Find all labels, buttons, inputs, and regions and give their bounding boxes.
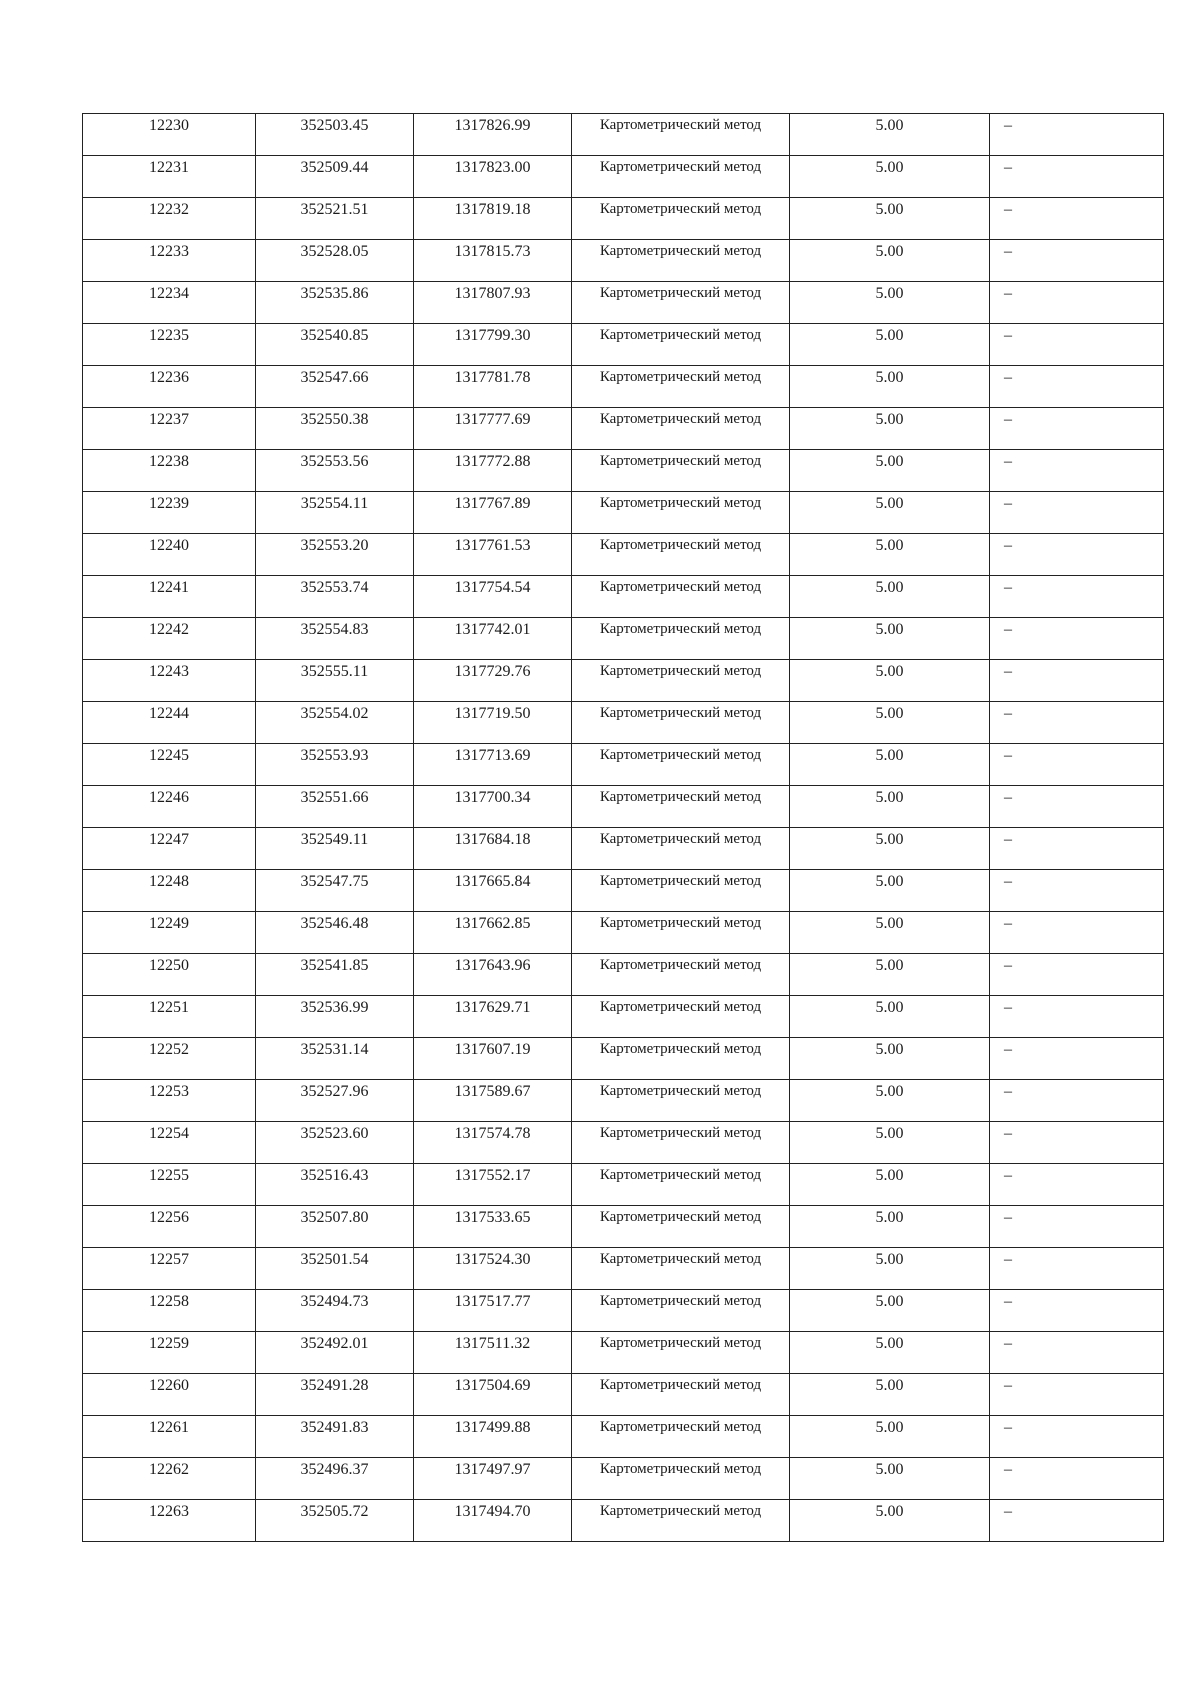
note-cell: – [990, 366, 1164, 408]
y-coordinate-cell: 1317777.69 [414, 408, 572, 450]
accuracy-cell: 5.00 [790, 1080, 990, 1122]
note-cell: – [990, 870, 1164, 912]
note-cell: – [990, 1248, 1164, 1290]
table-row [83, 1038, 1164, 1080]
point-number-cell: 12230 [83, 114, 256, 156]
note-cell: – [990, 1458, 1164, 1500]
method-cell: Картометрический метод [572, 660, 790, 702]
note-cell: – [990, 786, 1164, 828]
accuracy-cell: 5.00 [790, 324, 990, 366]
method-cell: Картометрический метод [572, 366, 790, 408]
note-cell: – [990, 912, 1164, 954]
y-coordinate-cell: 1317742.01 [414, 618, 572, 660]
table-row [83, 1122, 1164, 1164]
y-coordinate-cell: 1317719.50 [414, 702, 572, 744]
method-cell: Картометрический метод [572, 702, 790, 744]
note-cell: – [990, 450, 1164, 492]
x-coordinate-cell: 352528.05 [256, 240, 414, 282]
point-number-cell: 12260 [83, 1374, 256, 1416]
method-cell: Картометрический метод [572, 1458, 790, 1500]
accuracy-cell: 5.00 [790, 282, 990, 324]
note-cell: – [990, 114, 1164, 156]
point-number-cell: 12232 [83, 198, 256, 240]
y-coordinate-cell: 1317823.00 [414, 156, 572, 198]
point-number-cell: 12234 [83, 282, 256, 324]
accuracy-cell: 5.00 [790, 828, 990, 870]
accuracy-cell: 5.00 [790, 1416, 990, 1458]
y-coordinate-cell: 1317504.69 [414, 1374, 572, 1416]
accuracy-cell: 5.00 [790, 1290, 990, 1332]
method-cell: Картометрический метод [572, 1416, 790, 1458]
x-coordinate-cell: 352551.66 [256, 786, 414, 828]
coordinates-table-body [83, 114, 1164, 1542]
x-coordinate-cell: 352527.96 [256, 1080, 414, 1122]
y-coordinate-cell: 1317574.78 [414, 1122, 572, 1164]
note-cell: – [990, 282, 1164, 324]
table-row [83, 1416, 1164, 1458]
y-coordinate-cell: 1317754.54 [414, 576, 572, 618]
x-coordinate-cell: 352531.14 [256, 1038, 414, 1080]
x-coordinate-cell: 352523.60 [256, 1122, 414, 1164]
x-coordinate-cell: 352509.44 [256, 156, 414, 198]
note-cell: – [990, 492, 1164, 534]
point-number-cell: 12247 [83, 828, 256, 870]
note-cell: – [990, 534, 1164, 576]
y-coordinate-cell: 1317767.89 [414, 492, 572, 534]
point-number-cell: 12252 [83, 1038, 256, 1080]
table-row [83, 408, 1164, 450]
y-coordinate-cell: 1317799.30 [414, 324, 572, 366]
x-coordinate-cell: 352516.43 [256, 1164, 414, 1206]
x-coordinate-cell: 352553.56 [256, 450, 414, 492]
method-cell: Картометрический метод [572, 576, 790, 618]
table-row [83, 1290, 1164, 1332]
accuracy-cell: 5.00 [790, 114, 990, 156]
method-cell: Картометрический метод [572, 1500, 790, 1542]
accuracy-cell: 5.00 [790, 870, 990, 912]
table-row [83, 912, 1164, 954]
method-cell: Картометрический метод [572, 240, 790, 282]
method-cell: Картометрический метод [572, 450, 790, 492]
x-coordinate-cell: 352554.83 [256, 618, 414, 660]
y-coordinate-cell: 1317643.96 [414, 954, 572, 996]
x-coordinate-cell: 352540.85 [256, 324, 414, 366]
point-number-cell: 12257 [83, 1248, 256, 1290]
y-coordinate-cell: 1317517.77 [414, 1290, 572, 1332]
y-coordinate-cell: 1317665.84 [414, 870, 572, 912]
note-cell: – [990, 408, 1164, 450]
accuracy-cell: 5.00 [790, 954, 990, 996]
x-coordinate-cell: 352505.72 [256, 1500, 414, 1542]
note-cell: – [990, 156, 1164, 198]
y-coordinate-cell: 1317499.88 [414, 1416, 572, 1458]
accuracy-cell: 5.00 [790, 1164, 990, 1206]
note-cell: – [990, 744, 1164, 786]
x-coordinate-cell: 352555.11 [256, 660, 414, 702]
accuracy-cell: 5.00 [790, 1458, 990, 1500]
accuracy-cell: 5.00 [790, 1374, 990, 1416]
point-number-cell: 12259 [83, 1332, 256, 1374]
point-number-cell: 12245 [83, 744, 256, 786]
point-number-cell: 12240 [83, 534, 256, 576]
note-cell: – [990, 1374, 1164, 1416]
y-coordinate-cell: 1317589.67 [414, 1080, 572, 1122]
method-cell: Картометрический метод [572, 1374, 790, 1416]
y-coordinate-cell: 1317511.32 [414, 1332, 572, 1374]
method-cell: Картометрический метод [572, 744, 790, 786]
y-coordinate-cell: 1317662.85 [414, 912, 572, 954]
method-cell: Картометрический метод [572, 1080, 790, 1122]
note-cell: – [990, 240, 1164, 282]
accuracy-cell: 5.00 [790, 450, 990, 492]
method-cell: Картометрический метод [572, 1206, 790, 1248]
x-coordinate-cell: 352536.99 [256, 996, 414, 1038]
x-coordinate-cell: 352491.28 [256, 1374, 414, 1416]
x-coordinate-cell: 352503.45 [256, 114, 414, 156]
y-coordinate-cell: 1317819.18 [414, 198, 572, 240]
method-cell: Картометрический метод [572, 870, 790, 912]
table-row [83, 1164, 1164, 1206]
method-cell: Картометрический метод [572, 954, 790, 996]
method-cell: Картометрический метод [572, 1164, 790, 1206]
table-row [83, 1080, 1164, 1122]
x-coordinate-cell: 352547.75 [256, 870, 414, 912]
table-row [83, 450, 1164, 492]
x-coordinate-cell: 352507.80 [256, 1206, 414, 1248]
table-row [83, 618, 1164, 660]
y-coordinate-cell: 1317781.78 [414, 366, 572, 408]
accuracy-cell: 5.00 [790, 660, 990, 702]
y-coordinate-cell: 1317494.70 [414, 1500, 572, 1542]
method-cell: Картометрический метод [572, 1038, 790, 1080]
y-coordinate-cell: 1317772.88 [414, 450, 572, 492]
x-coordinate-cell: 352553.93 [256, 744, 414, 786]
point-number-cell: 12262 [83, 1458, 256, 1500]
method-cell: Картометрический метод [572, 156, 790, 198]
note-cell: – [990, 702, 1164, 744]
table-row [83, 954, 1164, 996]
note-cell: – [990, 1290, 1164, 1332]
y-coordinate-cell: 1317524.30 [414, 1248, 572, 1290]
point-number-cell: 12231 [83, 156, 256, 198]
method-cell: Картометрический метод [572, 114, 790, 156]
table-row [83, 1374, 1164, 1416]
y-coordinate-cell: 1317807.93 [414, 282, 572, 324]
point-number-cell: 12248 [83, 870, 256, 912]
y-coordinate-cell: 1317684.18 [414, 828, 572, 870]
note-cell: – [990, 996, 1164, 1038]
accuracy-cell: 5.00 [790, 1122, 990, 1164]
table-row [83, 1206, 1164, 1248]
point-number-cell: 12239 [83, 492, 256, 534]
point-number-cell: 12246 [83, 786, 256, 828]
point-number-cell: 12253 [83, 1080, 256, 1122]
note-cell: – [990, 324, 1164, 366]
accuracy-cell: 5.00 [790, 1332, 990, 1374]
table-row [83, 534, 1164, 576]
table-row [83, 156, 1164, 198]
point-number-cell: 12242 [83, 618, 256, 660]
y-coordinate-cell: 1317552.17 [414, 1164, 572, 1206]
x-coordinate-cell: 352496.37 [256, 1458, 414, 1500]
point-number-cell: 12244 [83, 702, 256, 744]
y-coordinate-cell: 1317497.97 [414, 1458, 572, 1500]
table-row [83, 492, 1164, 534]
accuracy-cell: 5.00 [790, 1248, 990, 1290]
table-row [83, 828, 1164, 870]
note-cell: – [990, 1332, 1164, 1374]
accuracy-cell: 5.00 [790, 1500, 990, 1542]
accuracy-cell: 5.00 [790, 1038, 990, 1080]
y-coordinate-cell: 1317629.71 [414, 996, 572, 1038]
accuracy-cell: 5.00 [790, 618, 990, 660]
table-row [83, 1458, 1164, 1500]
table-row [83, 282, 1164, 324]
accuracy-cell: 5.00 [790, 240, 990, 282]
method-cell: Картометрический метод [572, 1248, 790, 1290]
y-coordinate-cell: 1317700.34 [414, 786, 572, 828]
table-row [83, 1332, 1164, 1374]
method-cell: Картометрический метод [572, 534, 790, 576]
note-cell: – [990, 1206, 1164, 1248]
y-coordinate-cell: 1317826.99 [414, 114, 572, 156]
table-row [83, 744, 1164, 786]
point-number-cell: 12256 [83, 1206, 256, 1248]
point-number-cell: 12249 [83, 912, 256, 954]
table-row [83, 198, 1164, 240]
x-coordinate-cell: 352521.51 [256, 198, 414, 240]
method-cell: Картометрический метод [572, 828, 790, 870]
table-row [83, 660, 1164, 702]
y-coordinate-cell: 1317815.73 [414, 240, 572, 282]
y-coordinate-cell: 1317607.19 [414, 1038, 572, 1080]
method-cell: Картометрический метод [572, 324, 790, 366]
table-row [83, 786, 1164, 828]
x-coordinate-cell: 352554.11 [256, 492, 414, 534]
accuracy-cell: 5.00 [790, 408, 990, 450]
method-cell: Картометрический метод [572, 1332, 790, 1374]
point-number-cell: 12237 [83, 408, 256, 450]
accuracy-cell: 5.00 [790, 744, 990, 786]
table-row [83, 114, 1164, 156]
table-row [83, 240, 1164, 282]
point-number-cell: 12235 [83, 324, 256, 366]
method-cell: Картометрический метод [572, 282, 790, 324]
x-coordinate-cell: 352549.11 [256, 828, 414, 870]
coordinates-table [82, 113, 1164, 1542]
method-cell: Картометрический метод [572, 912, 790, 954]
x-coordinate-cell: 352553.74 [256, 576, 414, 618]
x-coordinate-cell: 352535.86 [256, 282, 414, 324]
accuracy-cell: 5.00 [790, 576, 990, 618]
point-number-cell: 12258 [83, 1290, 256, 1332]
note-cell: – [990, 1122, 1164, 1164]
table-row [83, 1248, 1164, 1290]
note-cell: – [990, 1080, 1164, 1122]
accuracy-cell: 5.00 [790, 1206, 990, 1248]
point-number-cell: 12238 [83, 450, 256, 492]
point-number-cell: 12233 [83, 240, 256, 282]
point-number-cell: 12261 [83, 1416, 256, 1458]
y-coordinate-cell: 1317533.65 [414, 1206, 572, 1248]
method-cell: Картометрический метод [572, 786, 790, 828]
note-cell: – [990, 954, 1164, 996]
accuracy-cell: 5.00 [790, 198, 990, 240]
table-row [83, 1500, 1164, 1542]
accuracy-cell: 5.00 [790, 492, 990, 534]
accuracy-cell: 5.00 [790, 366, 990, 408]
method-cell: Картометрический метод [572, 1290, 790, 1332]
accuracy-cell: 5.00 [790, 534, 990, 576]
note-cell: – [990, 1500, 1164, 1542]
x-coordinate-cell: 352550.38 [256, 408, 414, 450]
method-cell: Картометрический метод [572, 1122, 790, 1164]
point-number-cell: 12251 [83, 996, 256, 1038]
point-number-cell: 12263 [83, 1500, 256, 1542]
accuracy-cell: 5.00 [790, 702, 990, 744]
note-cell: – [990, 1038, 1164, 1080]
x-coordinate-cell: 352541.85 [256, 954, 414, 996]
x-coordinate-cell: 352492.01 [256, 1332, 414, 1374]
note-cell: – [990, 618, 1164, 660]
accuracy-cell: 5.00 [790, 156, 990, 198]
point-number-cell: 12255 [83, 1164, 256, 1206]
method-cell: Картометрический метод [572, 492, 790, 534]
note-cell: – [990, 660, 1164, 702]
point-number-cell: 12243 [83, 660, 256, 702]
table-row [83, 870, 1164, 912]
table-row [83, 996, 1164, 1038]
point-number-cell: 12250 [83, 954, 256, 996]
table-row [83, 702, 1164, 744]
accuracy-cell: 5.00 [790, 786, 990, 828]
x-coordinate-cell: 352546.48 [256, 912, 414, 954]
x-coordinate-cell: 352547.66 [256, 366, 414, 408]
note-cell: – [990, 1416, 1164, 1458]
x-coordinate-cell: 352501.54 [256, 1248, 414, 1290]
x-coordinate-cell: 352494.73 [256, 1290, 414, 1332]
point-number-cell: 12241 [83, 576, 256, 618]
x-coordinate-cell: 352491.83 [256, 1416, 414, 1458]
note-cell: – [990, 576, 1164, 618]
table-row [83, 324, 1164, 366]
table-row [83, 576, 1164, 618]
method-cell: Картометрический метод [572, 198, 790, 240]
point-number-cell: 12236 [83, 366, 256, 408]
x-coordinate-cell: 352554.02 [256, 702, 414, 744]
method-cell: Картометрический метод [572, 618, 790, 660]
note-cell: – [990, 198, 1164, 240]
method-cell: Картометрический метод [572, 996, 790, 1038]
accuracy-cell: 5.00 [790, 996, 990, 1038]
table-row [83, 366, 1164, 408]
y-coordinate-cell: 1317761.53 [414, 534, 572, 576]
x-coordinate-cell: 352553.20 [256, 534, 414, 576]
y-coordinate-cell: 1317713.69 [414, 744, 572, 786]
point-number-cell: 12254 [83, 1122, 256, 1164]
method-cell: Картометрический метод [572, 408, 790, 450]
note-cell: – [990, 828, 1164, 870]
note-cell: – [990, 1164, 1164, 1206]
y-coordinate-cell: 1317729.76 [414, 660, 572, 702]
accuracy-cell: 5.00 [790, 912, 990, 954]
